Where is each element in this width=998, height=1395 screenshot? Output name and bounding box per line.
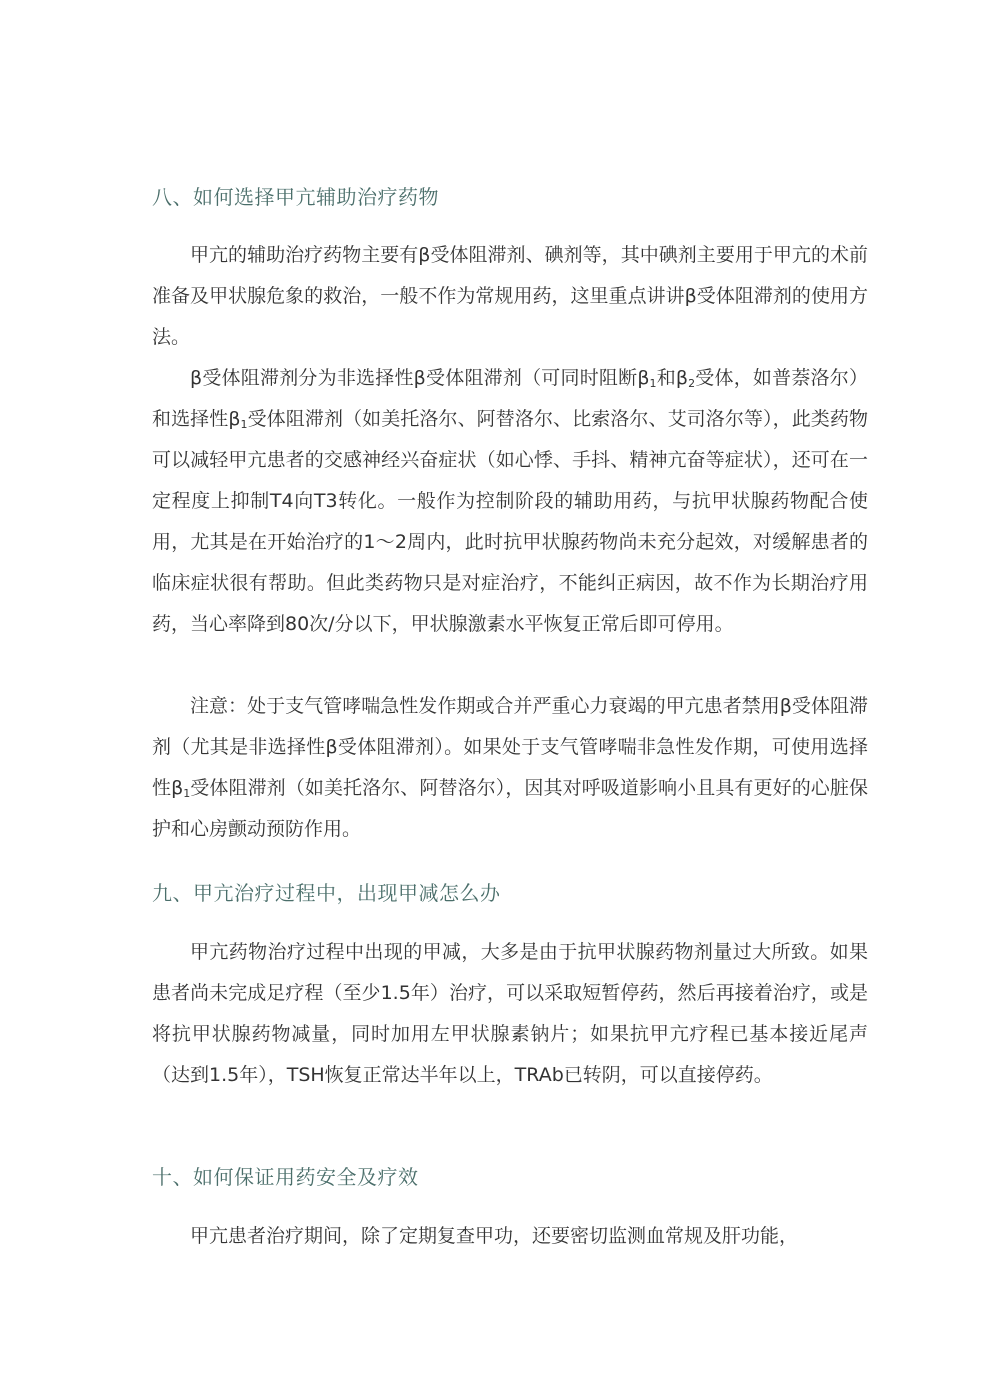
section-9-paragraph: 甲亢药物治疗过程中出现的甲减，大多是由于抗甲状腺药物剂量过大所致。如果患者尚未完成足疗程（至少1.5年）治疗，可以采取短暂停药，然后再接着治疗，或是将抗甲状腺药物减量，同时加用左甲状腺素钠片；如果抗甲亢疗程已基本接近尾声（达到1.5年），TSH恢复正常达半年以上，TRAb已转阴，可以直接停药。 [152,941,868,1086]
p2-text-4: 受体阻滞剂（如美托洛尔、阿替洛尔、比索洛尔、艾司洛尔等），此类药物可以减轻甲亢患者的交感神经兴奋症状（如心悸、手抖、精神亢奋等症状），还可在一定程度上抑制T4向T3转化。一般作为控制阶段的辅助用药，与抗甲状腺药物配合使用，尤其是在开始治疗的1～2周内，此时抗甲状腺药物尚未充分起效，对缓解患者的临床症状很有帮助。但此类药物只是对症治疗，不能纠正病因，故不作为长期治疗用药，当心率降到80次/分以下，甲状腺激素水平恢复正常后即可停用。 [152,408,868,635]
section-10-paragraph: 甲亢患者治疗期间，除了定期复查甲功，还要密切监测血常规及肝功能， [190,1225,799,1247]
p2-sub-2: 2 [688,377,696,390]
p3-text-2: 受体阻滞剂（如美托洛尔、阿替洛尔），因其对呼吸道影响小且具有更好的心脏保护和心房颤动预防作用。 [152,777,868,840]
section-8-paragraph-2 [152,358,868,645]
p2-text-1: β受体阻滞剂分为非选择性β受体阻滞剂（可同时阻断β [190,367,650,389]
p3-sub-1: 1 [183,787,191,800]
section-9-heading: 九、甲亢治疗过程中，出现甲减怎么办 [152,881,501,905]
section-8-heading: 八、如何选择甲亢辅助治疗药物 [152,185,439,209]
p2-sub-1: 1 [649,377,657,390]
section-10-heading: 十、如何保证用药安全及疗效 [152,1165,419,1189]
p3-text-1: 注意：处于支气管哮喘急性发作期或合并严重心力衰竭的甲亢患者禁用β受体阻滞剂（尤其是非选择性β受体阻滞剂）。如果处于支气管哮喘非急性发作期，可使用选择性β [152,695,868,799]
section-8-paragraph-3 [152,686,868,850]
p2-text-2: 和β [656,367,689,389]
p2-text-3: 受体，如普萘洛尔）和选择性β [152,367,868,430]
section-8-paragraph-1: 甲亢的辅助治疗药物主要有β受体阻滞剂、碘剂等，其中碘剂主要用于甲亢的术前准备及甲状腺危象的救治，一般不作为常规用药，这里重点讲讲β受体阻滞剂的使用方法。 [152,244,868,348]
p2-sub-3: 1 [240,418,248,431]
